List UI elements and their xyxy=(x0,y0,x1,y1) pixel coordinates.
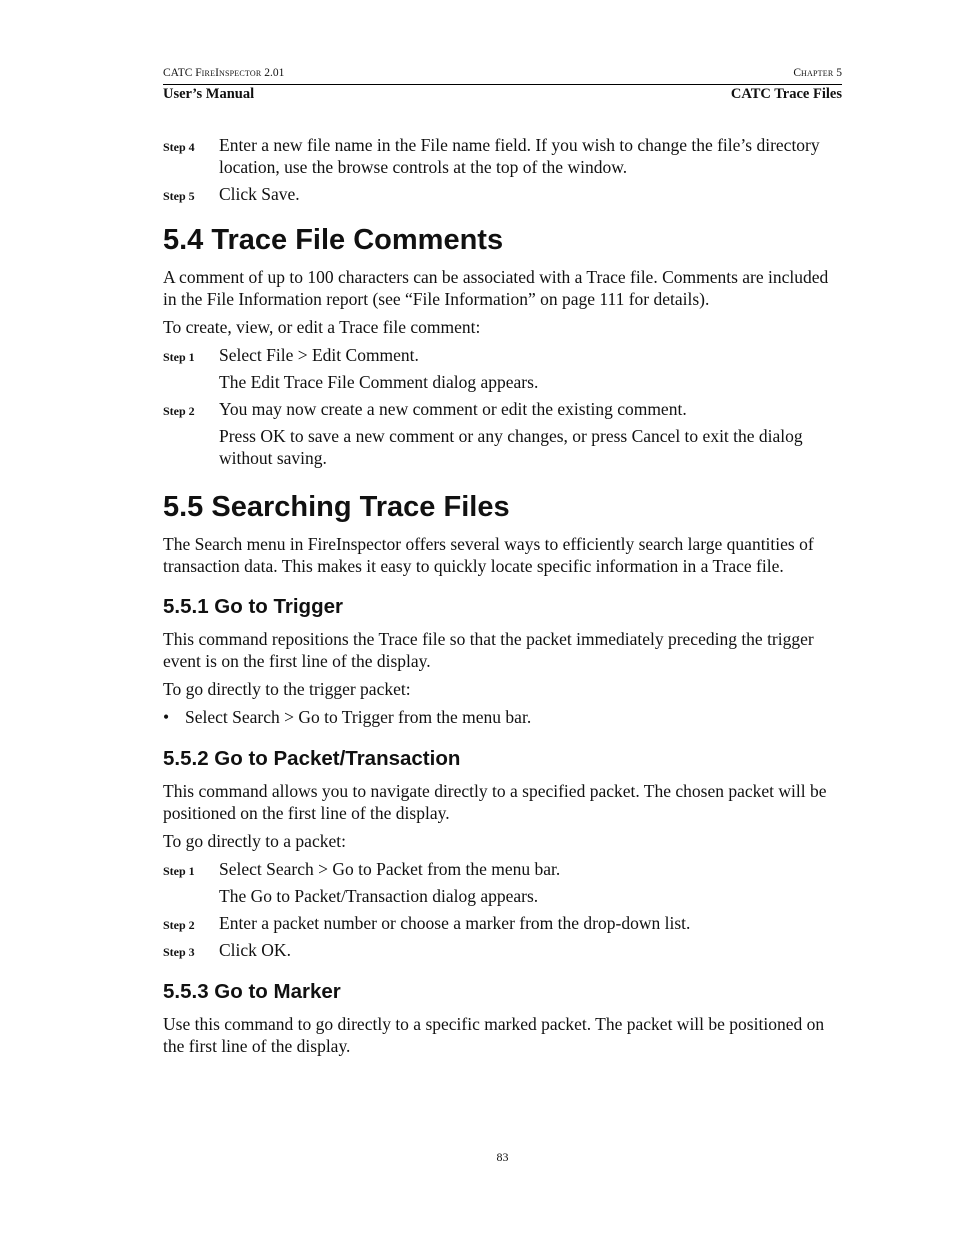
section-5-5-3-paragraph: Use this command to go directly to a specific marked packet. The packet will be positioned on the first line of the display. xyxy=(163,1014,825,1056)
header-chapter-sc: hapter xyxy=(801,67,834,79)
step-text: Click Save. xyxy=(219,184,300,204)
step-label: Step 5 xyxy=(163,189,195,203)
header-product-sc2: nspector xyxy=(219,67,262,79)
section-5-5-paragraph: The Search menu in FireInspector offers several ways to efficiently search large quantities of transaction data. This makes it easy to quickly locate specific information in a Trace file. xyxy=(163,534,814,576)
section-5-5-1-lead: To go directly to the trigger packet: xyxy=(163,679,411,699)
header-product-mid: I xyxy=(215,67,220,79)
step-label: Step 1 xyxy=(163,864,195,878)
step-label: Step 2 xyxy=(163,918,195,932)
header-product-version: 2.01 xyxy=(261,67,285,79)
step-note: The Go to Packet/Transaction dialog appears. xyxy=(219,886,539,906)
header-product xyxy=(163,67,284,79)
bullet-text: Select Search > Go to Trigger from the menu bar. xyxy=(185,707,532,727)
section-5-4-paragraph: A comment of up to 100 characters can be associated with a Trace file. Comments are included in the File Information report (see “File Information” on page 111 for details). xyxy=(163,267,829,309)
section-5-5-2-paragraph: This command allows you to navigate directly to a specified packet. The chosen packet will be positioned on the first line of the display. xyxy=(163,781,827,823)
step-label: Step 4 xyxy=(163,140,195,154)
header-product-sc: ire xyxy=(201,67,216,79)
step-item xyxy=(163,183,842,205)
step-text: Enter a packet number or choose a marker from the drop-down list. xyxy=(219,913,691,933)
section-5-4-lead: To create, view, or edit a Trace file comment: xyxy=(163,317,481,337)
section-5-5-heading: 5.5 Searching Trace Files xyxy=(163,491,510,523)
bullet-dot: • xyxy=(163,707,170,727)
step-item xyxy=(163,398,842,420)
section-5-4-heading: 5.4 Trace File Comments xyxy=(163,224,504,256)
bullet-item xyxy=(163,706,842,728)
step-item xyxy=(163,939,842,961)
step-text: Select Search > Go to Packet from the menu bar. xyxy=(219,859,561,879)
step-label: Step 3 xyxy=(163,945,195,959)
header-chapter-num: 5 xyxy=(833,67,842,79)
step-text: Click OK. xyxy=(219,940,291,960)
header-chapter xyxy=(793,67,842,79)
step-item xyxy=(163,858,842,880)
section-5-5-2-lead: To go directly to a packet: xyxy=(163,831,346,851)
step-item xyxy=(163,344,842,366)
step-label: Step 2 xyxy=(163,404,195,418)
page-number: 83 xyxy=(496,1150,509,1164)
section-5-5-2-heading: 5.5.2 Go to Packet/Transaction xyxy=(163,747,461,770)
step-text: You may now create a new comment or edit the existing comment. xyxy=(219,399,687,419)
step-text: Enter a new file name in the File name field. If you wish to change the file’s directory location, use the browse controls at the top of the window. xyxy=(219,135,820,177)
section-5-5-1-paragraph: This command repositions the Trace file so that the packet immediately preceding the trigger event is on the first line of the display. xyxy=(163,629,814,671)
step-note: Press OK to save a new comment or any changes, or press Cancel to exit the dialog without saving. xyxy=(219,426,803,468)
step-text: Select File > Edit Comment. xyxy=(219,345,419,365)
header-chapter-c: C xyxy=(793,67,802,79)
header-section: CATC Trace Files xyxy=(730,86,842,102)
step-label: Step 1 xyxy=(163,350,195,364)
header-product-prefix: CATC F xyxy=(163,67,202,79)
page-content xyxy=(163,134,842,1063)
section-5-5-1-heading: 5.5.1 Go to Trigger xyxy=(163,595,343,618)
section-5-5-3-heading: 5.5.3 Go to Marker xyxy=(163,980,341,1003)
step-item xyxy=(163,912,842,934)
header-rule xyxy=(163,84,842,85)
header-manual: User’s Manual xyxy=(163,86,255,102)
step-note: The Edit Trace File Comment dialog appears. xyxy=(219,372,539,392)
step-item xyxy=(163,134,842,178)
